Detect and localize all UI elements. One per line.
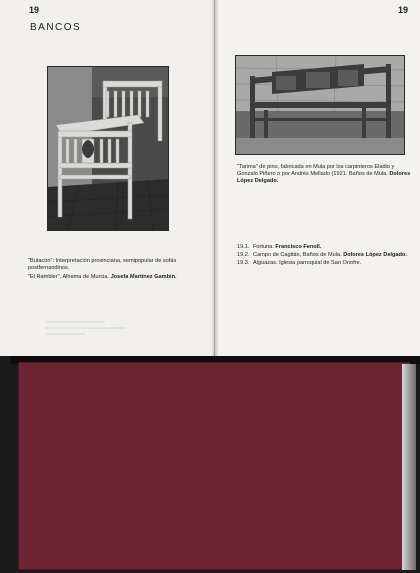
list-item-owner: Dolores López Delgado. [343,252,407,259]
plate-list [237,244,415,269]
list-item [237,244,415,251]
book-page-edges [402,364,416,570]
left-page [0,0,215,356]
bleed-through-lines [45,318,185,338]
right-page [215,0,420,356]
list-item-number: 19.3. [237,260,250,267]
caption-rambler-title: "El Rambler" [28,274,60,280]
list-item [237,260,415,267]
caption-butacon [28,258,190,272]
tarima-bench-image [236,56,404,154]
list-item-text: Fortuna. [253,244,276,250]
caption-butacon-title: "Butacón" [28,258,53,264]
bench-photo-left [47,66,169,231]
book-cover [18,362,410,570]
butacon-bench-image [48,67,168,230]
caption-tarima [237,164,415,186]
caption-butacon-text: : Interpretación provinciana, semipopular de sofás postfernandinos. [28,258,177,272]
page-number-left: 19 [29,5,40,15]
caption-rambler-place: , Alhama de Murcia. [59,274,111,280]
tarima-photo [235,55,405,155]
list-item-text: Alguazas. Iglesia parroquial de San Onofre. [253,260,362,267]
list-item-text: Campo de Cagitán, Baños de Mula. [253,252,344,259]
section-title: BANCOS [30,22,82,33]
list-item-number: 19.1. [237,244,250,250]
list-item-number: 19.2. [237,252,250,259]
book-gutter [211,0,219,356]
caption-rambler-owner: Josefa Martínez Gambín. [110,274,177,280]
list-item-owner: Francisco Fenoll. [275,244,322,250]
list-item [237,252,415,259]
caption-tarima-text: "Tarima" de pino, fabricada en Mula por los carpinteros Eladio y Gonzalo Piñero o por Andrés Mellado (1921. Baños de Mula. [237,164,395,178]
bleed-through-text [45,318,185,340]
caption-el-rambler [28,274,198,281]
caption-tarima-owner: Dolores López Delgado. [237,171,411,185]
page-number-right: 19 [397,5,408,15]
